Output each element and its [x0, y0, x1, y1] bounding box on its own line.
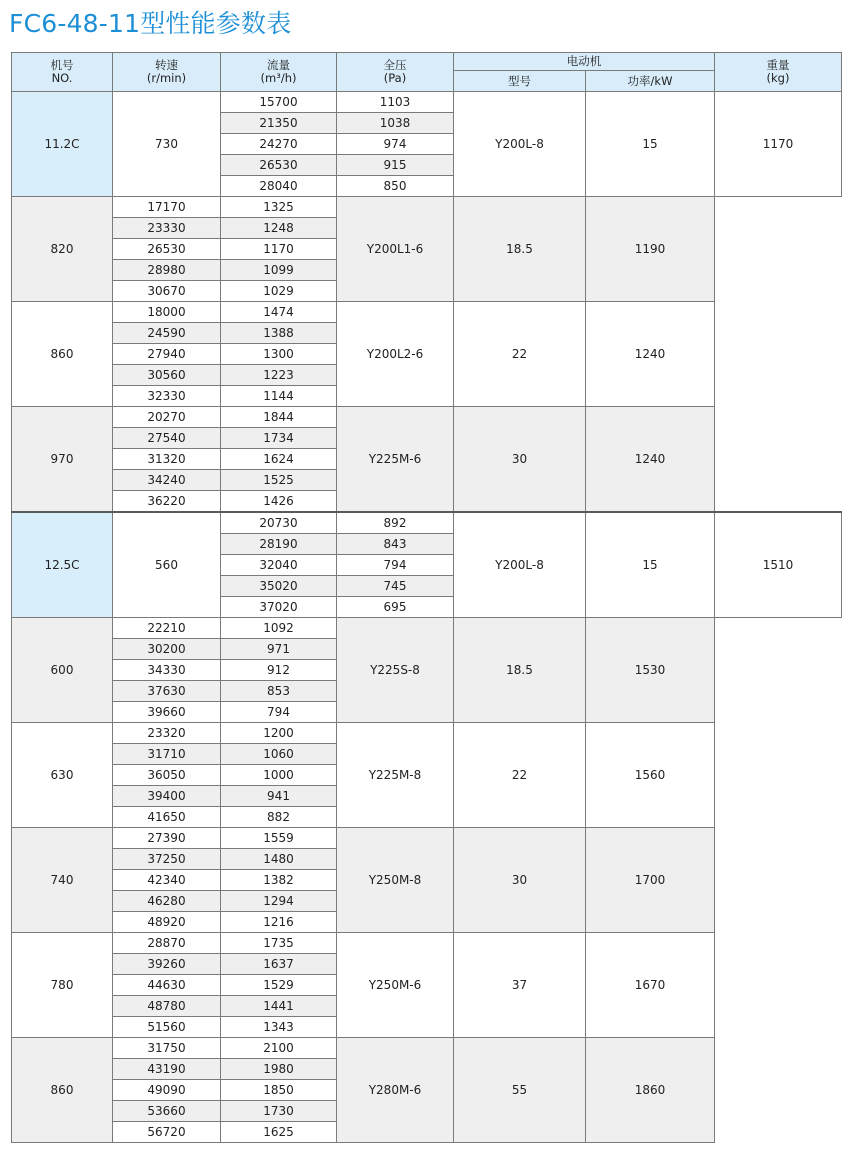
pressure-cell: 794 — [337, 555, 454, 576]
weight-cell: 1190 — [586, 197, 715, 302]
header-machine-no — [12, 53, 113, 92]
pressure-cell: 1441 — [221, 996, 337, 1017]
motor-power-cell: 15 — [586, 512, 715, 618]
flow-cell: 39260 — [113, 954, 221, 975]
header-pressure-unit: (Pa) — [383, 71, 407, 85]
motor-model-cell: Y250M-8 — [337, 828, 454, 933]
weight-cell: 1860 — [586, 1038, 715, 1143]
pressure-cell: 1980 — [221, 1059, 337, 1080]
flow-cell: 30670 — [113, 281, 221, 302]
header-machine-sub: NO. — [51, 71, 73, 85]
pressure-cell: 892 — [337, 512, 454, 534]
header-weight-unit: (kg) — [766, 71, 790, 85]
flow-cell: 48780 — [113, 996, 221, 1017]
weight-cell: 1170 — [715, 92, 842, 197]
flow-cell: 46280 — [113, 891, 221, 912]
pressure-cell: 1294 — [221, 891, 337, 912]
pressure-cell: 1099 — [221, 260, 337, 281]
pressure-cell: 1092 — [221, 618, 337, 639]
header-flow-unit: (m³/h) — [260, 71, 297, 85]
page-title: FC6-48-11型性能参数表 — [9, 9, 292, 38]
motor-power-cell: 30 — [454, 828, 586, 933]
pressure-cell: 695 — [337, 597, 454, 618]
pressure-cell: 1200 — [221, 723, 337, 744]
flow-cell: 26530 — [221, 155, 337, 176]
speed-group — [12, 933, 842, 1038]
flow-cell: 28190 — [221, 534, 337, 555]
flow-cell: 27940 — [113, 344, 221, 365]
flow-cell: 18000 — [113, 302, 221, 323]
motor-model-cell: Y200L-8 — [454, 512, 586, 618]
weight-cell: 1560 — [586, 723, 715, 828]
flow-cell: 49090 — [113, 1080, 221, 1101]
motor-power-cell: 15 — [586, 92, 715, 197]
flow-cell: 43190 — [113, 1059, 221, 1080]
table-row — [12, 512, 842, 534]
weight-cell: 1240 — [586, 407, 715, 513]
machine-no-cell: 12.5C — [12, 512, 113, 618]
pressure-cell: 882 — [221, 807, 337, 828]
flow-cell: 20730 — [221, 512, 337, 534]
flow-cell: 30560 — [113, 365, 221, 386]
speed-cell: 600 — [12, 618, 113, 723]
motor-model-cell: Y225M-6 — [337, 407, 454, 513]
flow-cell: 20270 — [113, 407, 221, 428]
table-row — [12, 197, 842, 218]
motor-power-cell: 22 — [454, 302, 586, 407]
speed-group — [12, 828, 842, 933]
flow-cell: 28870 — [113, 933, 221, 954]
performance-table — [11, 52, 842, 1143]
pressure-cell: 1850 — [221, 1080, 337, 1101]
speed-cell: 560 — [113, 512, 221, 618]
speed-group — [12, 407, 842, 513]
speed-cell: 860 — [12, 302, 113, 407]
weight-cell: 1670 — [586, 933, 715, 1038]
flow-cell: 22210 — [113, 618, 221, 639]
table-row — [12, 1038, 842, 1059]
pressure-cell: 974 — [337, 134, 454, 155]
header-speed — [113, 53, 221, 92]
flow-cell: 34330 — [113, 660, 221, 681]
speed-group — [12, 723, 842, 828]
motor-power-cell: 18.5 — [454, 197, 586, 302]
header-motor-group: 电动机 — [454, 53, 715, 71]
flow-cell: 32330 — [113, 386, 221, 407]
flow-cell: 24270 — [221, 134, 337, 155]
flow-cell: 31710 — [113, 744, 221, 765]
header-motor-model: 型号 — [454, 71, 586, 92]
weight-cell: 1510 — [715, 512, 842, 618]
flow-cell: 15700 — [221, 92, 337, 113]
header-pressure — [337, 53, 454, 92]
pressure-cell: 1624 — [221, 449, 337, 470]
flow-cell: 31320 — [113, 449, 221, 470]
motor-power-cell: 55 — [454, 1038, 586, 1143]
motor-power-cell: 18.5 — [454, 618, 586, 723]
pressure-cell: 1844 — [221, 407, 337, 428]
header-pressure-label: 全压 — [383, 58, 407, 72]
pressure-cell: 1529 — [221, 975, 337, 996]
pressure-cell: 850 — [337, 176, 454, 197]
speed-group — [12, 618, 842, 723]
flow-cell: 42340 — [113, 870, 221, 891]
flow-cell: 23320 — [113, 723, 221, 744]
flow-cell: 23330 — [113, 218, 221, 239]
speed-cell: 740 — [12, 828, 113, 933]
speed-cell: 730 — [113, 92, 221, 197]
flow-cell: 31750 — [113, 1038, 221, 1059]
weight-cell: 1240 — [586, 302, 715, 407]
speed-cell: 630 — [12, 723, 113, 828]
flow-cell: 36050 — [113, 765, 221, 786]
pressure-cell: 1300 — [221, 344, 337, 365]
flow-cell: 17170 — [113, 197, 221, 218]
motor-model-cell: Y250M-6 — [337, 933, 454, 1038]
table-row — [12, 618, 842, 639]
header-machine-label: 机号 — [50, 58, 74, 72]
flow-cell: 34240 — [113, 470, 221, 491]
flow-cell: 51560 — [113, 1017, 221, 1038]
speed-cell: 970 — [12, 407, 113, 513]
pressure-cell: 941 — [221, 786, 337, 807]
weight-cell: 1530 — [586, 618, 715, 723]
pressure-cell: 1559 — [221, 828, 337, 849]
pressure-cell: 1223 — [221, 365, 337, 386]
motor-model-cell: Y225S-8 — [337, 618, 454, 723]
pressure-cell: 1480 — [221, 849, 337, 870]
pressure-cell: 1474 — [221, 302, 337, 323]
motor-power-cell: 37 — [454, 933, 586, 1038]
flow-cell: 36220 — [113, 491, 221, 513]
pressure-cell: 1103 — [337, 92, 454, 113]
flow-cell: 44630 — [113, 975, 221, 996]
flow-cell: 24590 — [113, 323, 221, 344]
pressure-cell: 794 — [221, 702, 337, 723]
flow-cell: 27540 — [113, 428, 221, 449]
pressure-cell: 1625 — [221, 1122, 337, 1143]
pressure-cell: 2100 — [221, 1038, 337, 1059]
flow-cell: 28040 — [221, 176, 337, 197]
speed-cell: 780 — [12, 933, 113, 1038]
flow-cell: 39400 — [113, 786, 221, 807]
flow-cell: 28980 — [113, 260, 221, 281]
table-header — [12, 53, 842, 92]
speed-group — [12, 1038, 842, 1143]
pressure-cell: 745 — [337, 576, 454, 597]
header-weight-label: 重量 — [766, 58, 790, 72]
pressure-cell: 1216 — [221, 912, 337, 933]
motor-model-cell: Y280M-6 — [337, 1038, 454, 1143]
pressure-cell: 1000 — [221, 765, 337, 786]
flow-cell: 53660 — [113, 1101, 221, 1122]
flow-cell: 30200 — [113, 639, 221, 660]
header-speed-label: 转速 — [155, 58, 178, 72]
flow-cell: 37020 — [221, 597, 337, 618]
speed-group — [12, 197, 842, 302]
speed-group — [12, 302, 842, 407]
table-row — [12, 302, 842, 323]
pressure-cell: 1637 — [221, 954, 337, 975]
pressure-cell: 1038 — [337, 113, 454, 134]
motor-power-cell: 22 — [454, 723, 586, 828]
pressure-cell: 1735 — [221, 933, 337, 954]
pressure-cell: 1382 — [221, 870, 337, 891]
flow-cell: 39660 — [113, 702, 221, 723]
flow-cell: 21350 — [221, 113, 337, 134]
pressure-cell: 1426 — [221, 491, 337, 513]
table-row — [12, 933, 842, 954]
pressure-cell: 1325 — [221, 197, 337, 218]
header-flow — [221, 53, 337, 92]
motor-power-cell: 30 — [454, 407, 586, 513]
flow-cell: 56720 — [113, 1122, 221, 1143]
flow-cell: 41650 — [113, 807, 221, 828]
pressure-cell: 1170 — [221, 239, 337, 260]
pressure-cell: 1248 — [221, 218, 337, 239]
pressure-cell: 1734 — [221, 428, 337, 449]
pressure-cell: 1388 — [221, 323, 337, 344]
pressure-cell: 1144 — [221, 386, 337, 407]
motor-model-cell: Y200L2-6 — [337, 302, 454, 407]
motor-model-cell: Y200L1-6 — [337, 197, 454, 302]
flow-cell: 32040 — [221, 555, 337, 576]
pressure-cell: 1525 — [221, 470, 337, 491]
weight-cell: 1700 — [586, 828, 715, 933]
table-row — [12, 723, 842, 744]
table-row — [12, 407, 842, 428]
pressure-cell: 1060 — [221, 744, 337, 765]
pressure-cell: 1029 — [221, 281, 337, 302]
pressure-cell: 1730 — [221, 1101, 337, 1122]
motor-model-cell: Y225M-8 — [337, 723, 454, 828]
header-speed-unit: (r/min) — [146, 71, 187, 85]
header-weight — [715, 53, 842, 92]
speed-cell: 860 — [12, 1038, 113, 1143]
header-flow-label: 流量 — [267, 58, 290, 72]
flow-cell: 26530 — [113, 239, 221, 260]
speed-group — [12, 512, 842, 618]
flow-cell: 37250 — [113, 849, 221, 870]
machine-no-cell: 11.2C — [12, 92, 113, 197]
flow-cell: 37630 — [113, 681, 221, 702]
table-row — [12, 828, 842, 849]
pressure-cell: 843 — [337, 534, 454, 555]
motor-model-cell: Y200L-8 — [454, 92, 586, 197]
pressure-cell: 853 — [221, 681, 337, 702]
speed-cell: 820 — [12, 197, 113, 302]
header-motor-power: 功率/kW — [586, 71, 715, 92]
pressure-cell: 915 — [337, 155, 454, 176]
pressure-cell: 1343 — [221, 1017, 337, 1038]
pressure-cell: 912 — [221, 660, 337, 681]
speed-group — [12, 92, 842, 197]
flow-cell: 35020 — [221, 576, 337, 597]
flow-cell: 48920 — [113, 912, 221, 933]
pressure-cell: 971 — [221, 639, 337, 660]
flow-cell: 27390 — [113, 828, 221, 849]
table-row — [12, 92, 842, 113]
